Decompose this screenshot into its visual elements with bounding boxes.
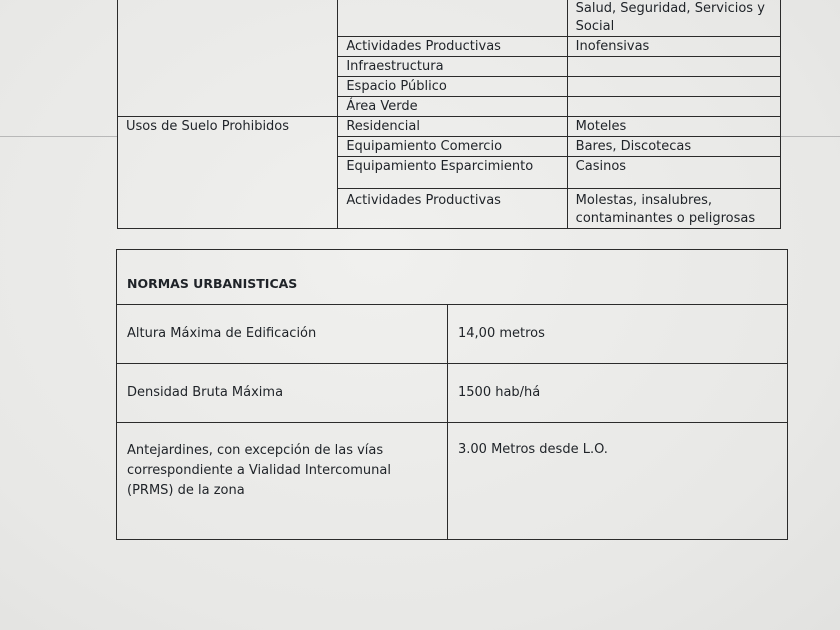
paper-fold-line bbox=[0, 136, 118, 137]
paper-fold-line bbox=[780, 136, 840, 137]
cell-text: Equipamiento Esparcimiento bbox=[346, 159, 534, 174]
table-cell bbox=[567, 157, 780, 189]
cell-text: Espacio Público bbox=[346, 79, 447, 94]
table-cell bbox=[338, 37, 567, 57]
cell-text: Equipamiento Comercio bbox=[346, 139, 503, 154]
table-cell bbox=[338, 137, 567, 157]
table-header-cell bbox=[117, 250, 788, 305]
table-cell bbox=[338, 77, 567, 97]
norm-value: 14,00 metros bbox=[458, 326, 545, 341]
cell-text: Residencial bbox=[346, 119, 420, 134]
table-cell bbox=[567, 189, 780, 229]
table-cell bbox=[117, 423, 448, 540]
table-cell bbox=[567, 0, 780, 37]
table-cell bbox=[338, 0, 567, 37]
table-cell bbox=[338, 117, 567, 137]
table-cell bbox=[338, 97, 567, 117]
urban-norms-table bbox=[116, 249, 788, 540]
land-use-table bbox=[117, 0, 781, 229]
prohibited-uses-label: Usos de Suelo Prohibidos bbox=[126, 119, 290, 134]
table-cell bbox=[118, 117, 338, 229]
cell-text: Inofensivas bbox=[575, 39, 650, 54]
table-cell bbox=[567, 57, 780, 77]
table-cell bbox=[567, 117, 780, 137]
cell-text: Área Verde bbox=[346, 99, 418, 114]
table-cell bbox=[567, 77, 780, 97]
cell-text: Bares, Discotecas bbox=[575, 139, 692, 154]
table-cell bbox=[117, 364, 448, 423]
norm-value: 1500 hab/há bbox=[458, 385, 541, 400]
cell-text: Actividades Productivas bbox=[346, 39, 501, 54]
norm-label: Altura Máxima de Edificación bbox=[127, 326, 317, 341]
table-cell bbox=[338, 157, 567, 189]
norm-value: 3.00 Metros desde L.O. bbox=[458, 442, 608, 457]
table-cell bbox=[338, 189, 567, 229]
table-cell bbox=[567, 97, 780, 117]
cell-text: Infraestructura bbox=[346, 59, 444, 74]
table-cell bbox=[567, 137, 780, 157]
norms-title: NORMAS URBANISTICAS bbox=[127, 276, 298, 291]
table-cell bbox=[567, 37, 780, 57]
table-cell bbox=[448, 364, 788, 423]
cell-text: Salud, Seguridad, Servicios y Social bbox=[575, 1, 765, 34]
cell-text: Actividades Productivas bbox=[346, 193, 501, 208]
table-cell bbox=[448, 305, 788, 364]
cell-text: Moteles bbox=[575, 119, 627, 134]
cell-text: Molestas, insalubres, contaminantes o peligrosas bbox=[575, 193, 756, 226]
table-cell bbox=[118, 0, 338, 117]
cell-text: Casinos bbox=[575, 159, 627, 174]
table-cell bbox=[117, 305, 448, 364]
norm-label: Densidad Bruta Máxima bbox=[127, 385, 284, 400]
norm-label: Antejardines, con excepción de las vías correspondiente a Vialidad Intercomunal (PRMS) de la zona bbox=[127, 443, 391, 498]
table-cell bbox=[338, 57, 567, 77]
table-cell bbox=[448, 423, 788, 540]
